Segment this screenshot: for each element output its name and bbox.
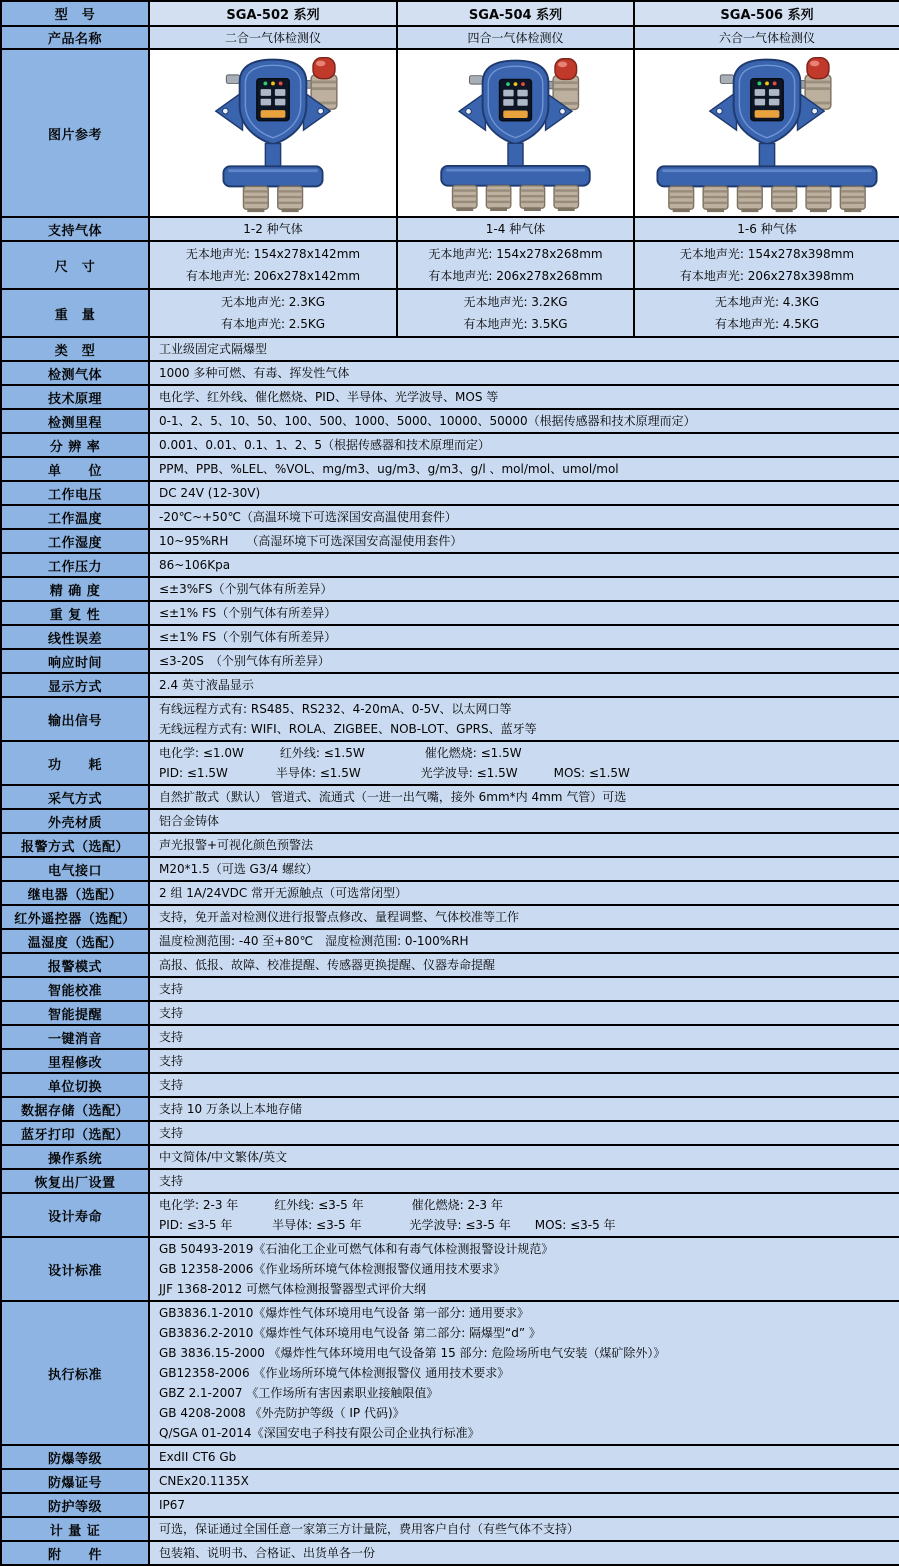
spec-value-cell	[149, 1301, 899, 1445]
value-line: 1-2 种气体	[243, 222, 303, 236]
spec-value-line: 0-1、2、5、10、50、100、500、1000、5000、10000、50000（根据传感器和技术原理而定）	[159, 414, 696, 428]
spec-value-line: ≤±3%FS（个别气体有所差异）	[159, 582, 333, 596]
spec-value-line: 0.001、0.01、0.1、1、2、5（根据传感器和技术原理而定）	[159, 438, 491, 452]
spec-value-line: 电化学: ≤1.0W 红外线: ≤1.5W 催化燃烧: ≤1.5W	[159, 746, 522, 760]
spec-value-cell	[149, 409, 899, 433]
table-row	[1, 457, 899, 481]
row-label: 响应时间	[1, 649, 149, 673]
value-line: 无本地声光: 154x278x142mm	[185, 247, 361, 261]
table-row	[1, 857, 899, 881]
spec-value-line: GB12358-2006 《作业场所环境气体检测报警仪 通用技术要求》	[159, 1366, 510, 1380]
row-label: 防护等级	[1, 1493, 149, 1517]
product-name-label: 产品名称	[1, 26, 149, 49]
row-label: 附 件	[1, 1541, 149, 1565]
value-line: 有本地声光: 206x278x398mm	[679, 269, 855, 283]
table-row	[1, 785, 899, 809]
spec-value-cell	[149, 1097, 899, 1121]
value-line: 无本地声光: 3.2KG	[463, 295, 568, 309]
spec-value-cell	[149, 1025, 899, 1049]
spec-value-line: 温度检测范围: -40 至+80℃ 湿度检测范围: 0-100%RH	[159, 934, 469, 948]
table-row	[1, 409, 899, 433]
spec-value-cell	[149, 697, 899, 741]
table-row	[1, 1025, 899, 1049]
spec-value-cell	[149, 809, 899, 833]
spec-value-cell	[149, 577, 899, 601]
value-line: 无本地声光: 4.3KG	[714, 295, 820, 309]
spec-value-cell	[149, 1049, 899, 1073]
row-label: 智能提醒	[1, 1001, 149, 1025]
model-header-sga502: SGA-502 系列	[149, 1, 397, 26]
spec-value-line: GB3836.1-2010《爆炸性气体环境用电气设备 第一部分: 通用要求》	[159, 1306, 530, 1320]
table-row	[1, 953, 899, 977]
row-label: 分 辨 率	[1, 433, 149, 457]
value-cell	[634, 241, 899, 289]
value-line: 有本地声光: 206x278x142mm	[185, 269, 361, 283]
spec-value-line: 声光报警+可视化颜色预警法	[159, 838, 314, 852]
table-row	[1, 433, 899, 457]
value-line: 有本地声光: 3.5KG	[463, 317, 568, 331]
table-row	[1, 1469, 899, 1493]
row-label: 一键消音	[1, 1025, 149, 1049]
table-row	[1, 1237, 899, 1301]
spec-value-line: ≤±1% FS（个别气体有所差异）	[159, 630, 337, 644]
table-row	[1, 481, 899, 505]
row-label: 采气方式	[1, 785, 149, 809]
table-row	[1, 1097, 899, 1121]
spec-value-cell	[149, 1541, 899, 1565]
row-label: 外壳材质	[1, 809, 149, 833]
spec-value-line: PPM、PPB、%LEL、%VOL、mg/m3、ug/m3、g/m3、g/l 、mol/mol、umol/mol	[159, 462, 619, 476]
table-row	[1, 649, 899, 673]
model-header-sga506: SGA-506 系列	[634, 1, 899, 26]
spec-value-line: 支持，免开盖对检测仪进行报警点修改、量程调整、气体校准等工作	[159, 910, 520, 924]
gas-detector-illustration-6-sensors	[642, 52, 892, 214]
row-label: 输出信号	[1, 697, 149, 741]
row-label: 单 位	[1, 457, 149, 481]
table-row	[1, 905, 899, 929]
spec-value-cell	[149, 505, 899, 529]
spec-value-cell	[149, 1121, 899, 1145]
spec-value-line: ExdII CT6 Gb	[159, 1450, 237, 1464]
spec-value-cell	[149, 385, 899, 409]
row-label: 线性误差	[1, 625, 149, 649]
spec-value-line: 包装箱、说明书、合格证、出货单各一份	[159, 1546, 376, 1560]
spec-value-cell	[149, 1169, 899, 1193]
row-label: 恢复出厂设置	[1, 1169, 149, 1193]
table-row	[1, 1049, 899, 1073]
row-label: 蓝牙打印（选配）	[1, 1121, 149, 1145]
spec-value-line: 有线远程方式有: RS485、RS232、4-20mA、0-5V、以太网口等	[159, 702, 512, 716]
row-label: 工作温度	[1, 505, 149, 529]
spec-value-cell	[149, 881, 899, 905]
spec-value-line: 无线远程方式有: WIFI、ROLA、ZIGBEE、NOB-LOT、GPRS、蓝牙等	[159, 722, 537, 736]
spec-value-line: CNEx20.1135X	[159, 1474, 249, 1488]
row-label: 设计寿命	[1, 1193, 149, 1237]
spec-value-cell	[149, 1469, 899, 1493]
spec-value-line: 支持	[159, 982, 184, 996]
row-label: 类 型	[1, 337, 149, 361]
spec-value-line: GB 12358-2006《作业场所环境气体检测报警仪通用技术要求》	[159, 1262, 506, 1276]
table-row	[1, 337, 899, 361]
table-row	[1, 553, 899, 577]
static-rows	[1, 1, 899, 217]
spec-value-line: GB3836.2-2010《爆炸性气体环境用电气设备 第二部分: 隔爆型“d” 》	[159, 1326, 541, 1340]
spec-value-cell	[149, 433, 899, 457]
table-row	[1, 1169, 899, 1193]
spec-value-cell	[149, 337, 899, 361]
value-cell	[149, 289, 397, 337]
value-cell	[634, 217, 899, 241]
row-label: 工作湿度	[1, 529, 149, 553]
spec-value-cell	[149, 1493, 899, 1517]
table-row	[1, 809, 899, 833]
table-row	[1, 1121, 899, 1145]
spec-value-cell	[149, 529, 899, 553]
value-cell	[634, 289, 899, 337]
table-row	[1, 217, 899, 241]
value-cell	[397, 217, 634, 241]
gas-detector-illustration-2-sensors	[153, 52, 393, 214]
spec-value-cell	[149, 833, 899, 857]
row-label: 数据存储（选配）	[1, 1097, 149, 1121]
image-row	[1, 49, 899, 217]
spec-value-line: ≤±1% FS（个别气体有所差异）	[159, 606, 337, 620]
spec-value-line: 工业级固定式隔爆型	[159, 342, 268, 356]
table-row	[1, 1445, 899, 1469]
model-header-sga504: SGA-504 系列	[397, 1, 634, 26]
value-cell	[397, 289, 634, 337]
spec-value-cell	[149, 1193, 899, 1237]
row-label: 重 复 性	[1, 601, 149, 625]
value-line: 无本地声光: 2.3KG	[220, 295, 326, 309]
model-row-label: 型 号	[1, 1, 149, 26]
table-row	[1, 385, 899, 409]
product-name-cell: 四合一气体检测仪	[397, 26, 634, 49]
table-row	[1, 741, 899, 785]
gas-detector-illustration-4-sensors	[398, 52, 633, 214]
spec-value-line: 高报、低报、故障、校准提醒、传感器更换提醒、仪器寿命提醒	[159, 958, 496, 972]
table-row	[1, 1001, 899, 1025]
table-row	[1, 1301, 899, 1445]
table-row	[1, 1073, 899, 1097]
spec-value-line: 铝合金铸体	[159, 814, 220, 828]
spec-value-line: 2.4 英寸液晶显示	[159, 678, 254, 692]
table-row	[1, 881, 899, 905]
spec-value-line: 电化学: 2-3 年 红外线: ≤3-5 年 催化燃烧: 2-3 年	[159, 1198, 503, 1212]
row-label: 尺 寸	[1, 241, 149, 289]
value-cell	[149, 217, 397, 241]
row-label: 功 耗	[1, 741, 149, 785]
spec-value-cell	[149, 929, 899, 953]
table-row	[1, 289, 899, 337]
spec-value-cell	[149, 953, 899, 977]
table-row	[1, 1193, 899, 1237]
spec-value-cell	[149, 1237, 899, 1301]
spec-value-line: 10~95%RH （高湿环境下可选深国安高湿使用套件）	[159, 534, 463, 548]
spec-value-cell	[149, 361, 899, 385]
spec-value-line: GB 50493-2019《石油化工企业可燃气体和有毒气体检测报警设计规范》	[159, 1242, 554, 1256]
spec-value-line: 2 组 1A/24VDC 常开无源触点（可选常闭型）	[159, 886, 408, 900]
spec-value-line: -20℃~+50℃（高温环境下可选深国安高温使用套件）	[159, 510, 457, 524]
spec-value-line: 电化学、红外线、催化燃烧、PID、半导体、光学波导、MOS 等	[159, 390, 499, 404]
value-cell	[149, 241, 397, 289]
table-row	[1, 977, 899, 1001]
table-row	[1, 833, 899, 857]
spec-value-line: GB 3836.15-2000 《爆炸性气体环境用电气设备第 15 部分: 危险场所电气安装（煤矿除外）》	[159, 1346, 666, 1360]
spec-value-line: 中文简体/中文繁体/英文	[159, 1150, 288, 1164]
product-image-cell	[634, 49, 899, 217]
spec-value-line: GBZ 2.1-2007 《工作场所有害因素职业接触限值》	[159, 1386, 439, 1400]
spec-value-line: JJF 1368-2012 可燃气体检测报警器型式评价大纲	[159, 1282, 427, 1296]
spec-value-line: 支持 10 万条以上本地存储	[159, 1102, 302, 1116]
table-row	[1, 1145, 899, 1169]
spec-value-line: 86~106Kpa	[159, 558, 231, 572]
spec-value-line: PID: ≤1.5W 半导体: ≤1.5W 光学波导: ≤1.5W MOS: ≤1.5W	[159, 766, 630, 780]
spec-value-cell	[149, 673, 899, 697]
spec-value-cell	[149, 601, 899, 625]
row-label: 智能校准	[1, 977, 149, 1001]
spec-value-line: PID: ≤3-5 年 半导体: ≤3-5 年 光学波导: ≤3-5 年 MOS: ≤3-5 年	[159, 1218, 616, 1232]
spec-value-cell	[149, 857, 899, 881]
spec-value-line: 支持	[159, 1006, 184, 1020]
row-label: 设计标准	[1, 1237, 149, 1301]
row-label: 执行标准	[1, 1301, 149, 1445]
spec-value-line: IP67	[159, 1498, 186, 1512]
table-row	[1, 1493, 899, 1517]
spec-value-cell	[149, 649, 899, 673]
value-line: 有本地声光: 4.5KG	[714, 317, 820, 331]
spec-value-cell	[149, 553, 899, 577]
value-line: 无本地声光: 154x278x398mm	[679, 247, 855, 261]
row-label: 精 确 度	[1, 577, 149, 601]
product-name-row	[1, 26, 899, 49]
table-row	[1, 529, 899, 553]
row-label: 电气接口	[1, 857, 149, 881]
row-label: 检测气体	[1, 361, 149, 385]
value-line: 有本地声光: 2.5KG	[220, 317, 326, 331]
value-line: 有本地声光: 206x278x268mm	[428, 269, 603, 283]
row-label: 报警方式（选配）	[1, 833, 149, 857]
product-image-cell	[149, 49, 397, 217]
spec-value-cell	[149, 1517, 899, 1541]
row-label: 温湿度（选配）	[1, 929, 149, 953]
row-label: 支持气体	[1, 217, 149, 241]
spec-value-line: Q/SGA 01-2014《深国安电子科技有限公司企业执行标准》	[159, 1426, 480, 1440]
row-label: 工作电压	[1, 481, 149, 505]
row-label: 技术原理	[1, 385, 149, 409]
row-label: 红外遥控器（选配）	[1, 905, 149, 929]
row-label: 重 量	[1, 289, 149, 337]
product-image-cell	[397, 49, 634, 217]
spec-value-line: 支持	[159, 1126, 184, 1140]
spec-value-line: 自然扩散式（默认） 管道式、流通式（一进一出气嘴，接外 6mm*内 4mm 气管）可选	[159, 790, 627, 804]
table-row	[1, 1541, 899, 1565]
spec-value-cell	[149, 1145, 899, 1169]
row-label: 继电器（选配）	[1, 881, 149, 905]
product-name-cell: 二合一气体检测仪	[149, 26, 397, 49]
row-label: 防爆证号	[1, 1469, 149, 1493]
spec-value-line: ≤3-20S （个别气体有所差异）	[159, 654, 330, 668]
spec-value-cell	[149, 481, 899, 505]
spec-value-cell	[149, 1073, 899, 1097]
table-row	[1, 625, 899, 649]
row-label: 防爆等级	[1, 1445, 149, 1469]
table-row	[1, 361, 899, 385]
spec-value-cell	[149, 457, 899, 481]
spec-value-cell	[149, 785, 899, 809]
value-cell	[397, 241, 634, 289]
table-row	[1, 929, 899, 953]
row-label: 计 量 证	[1, 1517, 149, 1541]
generated-rows	[1, 217, 899, 1565]
value-line: 1-6 种气体	[737, 222, 797, 236]
spec-value-line: M20*1.5（可选 G3/4 螺纹）	[159, 862, 318, 876]
spec-value-cell	[149, 741, 899, 785]
row-label: 操作系统	[1, 1145, 149, 1169]
image-row-label: 图片参考	[1, 49, 149, 217]
model-row	[1, 1, 899, 26]
table-row	[1, 505, 899, 529]
table-row	[1, 577, 899, 601]
row-label: 检测里程	[1, 409, 149, 433]
spec-value-cell	[149, 905, 899, 929]
spec-value-line: 支持	[159, 1030, 184, 1044]
table-row	[1, 241, 899, 289]
spec-value-cell	[149, 1001, 899, 1025]
spec-value-cell	[149, 977, 899, 1001]
spec-value-line: 支持	[159, 1078, 184, 1092]
spec-value-cell	[149, 625, 899, 649]
spec-value-line: DC 24V (12-30V)	[159, 486, 261, 500]
row-label: 报警模式	[1, 953, 149, 977]
spec-value-line: 可选，保证通过全国任意一家第三方计量院，费用客户自付（有些气体不支持）	[159, 1522, 580, 1536]
row-label: 里程修改	[1, 1049, 149, 1073]
spec-value-line: 1000 多种可燃、有毒、挥发性气体	[159, 366, 350, 380]
row-label: 显示方式	[1, 673, 149, 697]
spec-value-line: 支持	[159, 1054, 184, 1068]
row-label: 工作压力	[1, 553, 149, 577]
spec-value-line: 支持	[159, 1174, 184, 1188]
value-line: 无本地声光: 154x278x268mm	[428, 247, 603, 261]
value-line: 1-4 种气体	[485, 222, 546, 236]
table-row	[1, 697, 899, 741]
table-row	[1, 673, 899, 697]
table-row	[1, 1517, 899, 1541]
product-name-cell: 六合一气体检测仪	[634, 26, 899, 49]
spec-value-cell	[149, 1445, 899, 1469]
spec-value-line: GB 4208-2008 《外壳防护等级（ IP 代码)》	[159, 1406, 405, 1420]
table-row	[1, 601, 899, 625]
row-label: 单位切换	[1, 1073, 149, 1097]
